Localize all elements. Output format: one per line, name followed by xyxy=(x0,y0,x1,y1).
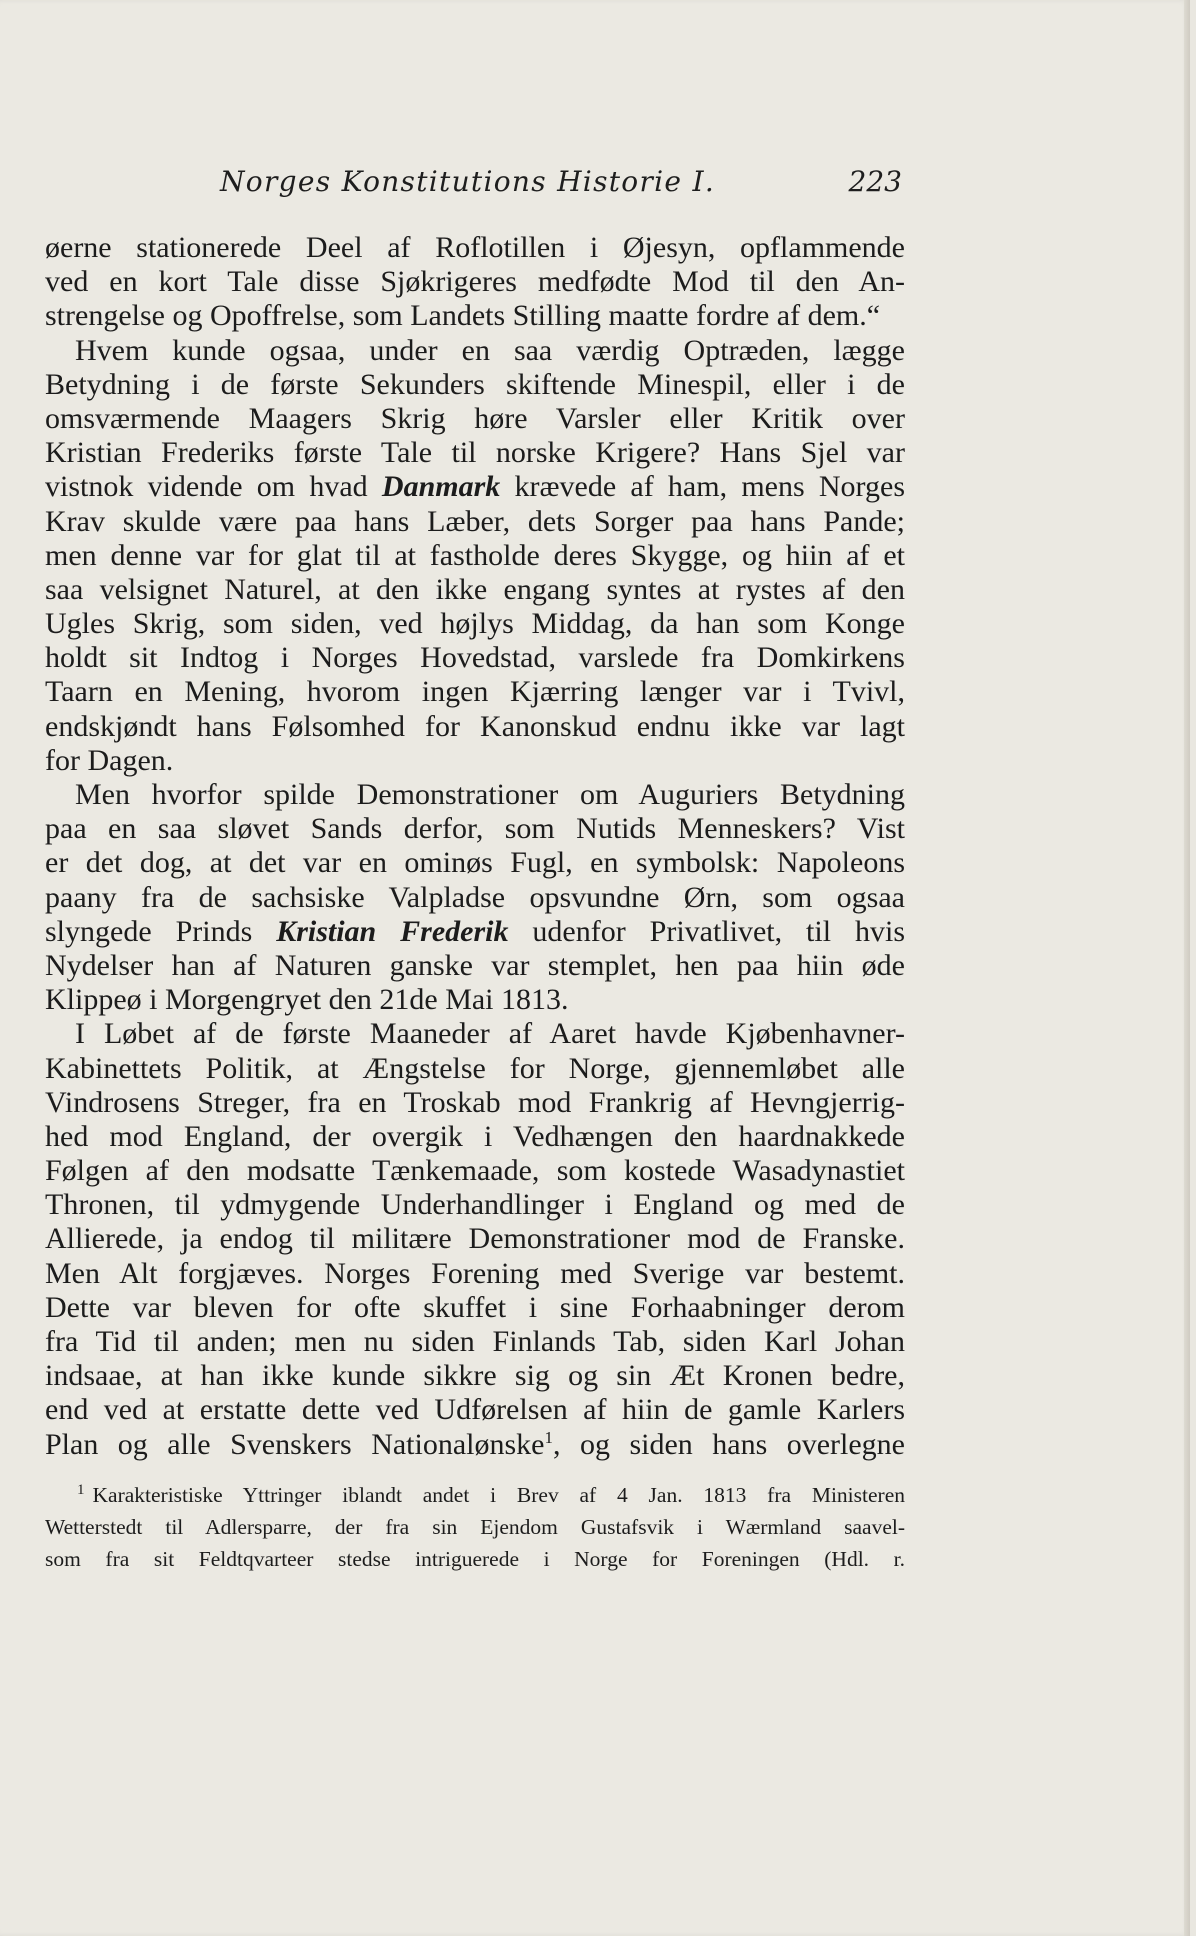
text-run: Men Alt forgjæves. Norges Forening med Sverige var bestemt. xyxy=(45,1256,905,1290)
text-run: , og siden hans overlegne xyxy=(553,1427,905,1461)
text-line xyxy=(45,778,905,812)
text-run: endskjøndt hans Følsomhed for Kanonskud endnu ikke var lagt xyxy=(45,709,905,743)
text-run: strengelse og Opoffrelse, som Landets Stilling maatte fordre af dem.“ xyxy=(45,299,881,333)
emphasized-name: Kristian Frederik xyxy=(276,914,509,948)
text-run: Kristian Frederiks første Tale til norske Krigere? Hans Sjel var xyxy=(45,436,905,470)
footnote-line xyxy=(45,1543,905,1575)
text-line xyxy=(45,1393,905,1427)
text-line xyxy=(45,675,905,709)
text-run: paa en saa sløvet Sands derfor, som Nutids Menneskers? Vist xyxy=(45,812,905,846)
text-line xyxy=(45,641,905,675)
text-run: men denne var for glat til at fastholde deres Skygge, og hiin af et xyxy=(45,538,905,572)
text-line xyxy=(45,1291,905,1325)
text-line xyxy=(45,505,905,539)
text-line xyxy=(45,1359,905,1393)
text-run: indsaae, at han ikke kunde sikkre sig og sin Æt Kronen bedre, xyxy=(45,1359,905,1393)
text-run: Kabinettets Politik, at Ængstelse for Norge, gjennemløbet alle xyxy=(45,1051,905,1085)
text-run: Nydelser han af Naturen ganske var stemplet, hen paa hiin øde xyxy=(45,948,905,982)
text-line xyxy=(45,539,905,573)
text-line xyxy=(45,983,905,1017)
text-line xyxy=(45,812,905,846)
text-line xyxy=(45,436,905,470)
text-run: Allierede, ja endog til militære Demonstrationer mod de Franske. xyxy=(45,1222,905,1256)
footnote-text: Karakteristiske Yttringer iblandt andet i Brev af 4 Jan. 1813 fra Ministeren xyxy=(92,1483,905,1507)
text-run: Taarn en Mening, hvorom ingen Kjærring længer var i Tvivl, xyxy=(45,675,905,709)
text-line xyxy=(45,334,905,368)
text-line xyxy=(45,1222,905,1256)
text-line xyxy=(45,915,905,949)
footnote-text: Wetterstedt til Adlersparre, der fra sin Ejendom Gustafsvik i Wærmland saavel- xyxy=(45,1515,905,1539)
text-line xyxy=(45,949,905,983)
text-run: Krav skulde være paa hans Læber, dets Sorger paa hans Pande; xyxy=(45,504,905,538)
text-run: Vindrosens Streger, fra en Troskab mod Frankrig af Hevngjerrig- xyxy=(45,1085,905,1119)
text-run: er det dog, at det var en ominøs Fugl, en symbolsk: Napoleons xyxy=(45,846,905,880)
text-line xyxy=(45,846,905,880)
text-line xyxy=(45,1154,905,1188)
text-run: Betydning i de første Sekunders skiftende Minespil, eller i de xyxy=(45,367,905,401)
text-run: I Løbet af de første Maaneder af Aaret havde Kjøbenhavner- xyxy=(75,1017,905,1051)
text-run: ved en kort Tale disse Sjøkrigeres medfødte Mod til den An- xyxy=(45,265,905,299)
text-run: Plan og alle Svenskers Nationalønske xyxy=(45,1427,545,1461)
text-run: saa velsignet Naturel, at den ikke engang syntes at rystes af den xyxy=(45,572,905,606)
text-line xyxy=(45,1017,905,1051)
text-run: Følgen af den modsatte Tænkemaade, som kostede Wasadynastiet xyxy=(45,1154,905,1188)
text-line xyxy=(45,607,905,641)
text-run: Dette var bleven for ofte skuffet i sine Forhaabninger derom xyxy=(45,1290,905,1324)
text-line xyxy=(45,1188,905,1222)
running-title: Norges Konstitutions Historie I. xyxy=(220,165,716,198)
text-run: paany fra de sachsiske Valpladse opsvundne Ørn, som ogsaa xyxy=(45,880,905,914)
text-run: end ved at erstatte dette ved Udførelsen af hiin de gamle Karlers xyxy=(45,1393,905,1427)
text-run: slyngede Prinds xyxy=(45,914,277,948)
text-run: vistnok vidende om hvad xyxy=(45,470,382,504)
page-number: 223 xyxy=(848,165,902,198)
running-header xyxy=(220,165,902,205)
text-line xyxy=(45,402,905,436)
footnote-line xyxy=(45,1479,905,1511)
footnote-line xyxy=(45,1511,905,1543)
text-line xyxy=(45,1120,905,1154)
text-line xyxy=(45,299,905,333)
text-line xyxy=(45,744,905,778)
text-line xyxy=(45,1086,905,1120)
text-run: øerne stationerede Deel af Roflotillen i Øjesyn, opflammende xyxy=(45,231,905,264)
footnote-marker: 1 xyxy=(77,1481,85,1498)
text-run: Men hvorfor spilde Demonstrationer om Auguriers Betydning xyxy=(75,778,905,811)
footnote xyxy=(45,1479,905,1575)
text-run: Klippeø i Morgengryet den 21de Mai 1813. xyxy=(45,983,569,1017)
body-text xyxy=(45,231,905,1462)
text-run: hed mod England, der overgik i Vedhængen den haardnakkede xyxy=(45,1119,905,1153)
text-line xyxy=(45,881,905,915)
text-run: udenfor Privatlivet, til hvis xyxy=(508,914,906,948)
text-run: omsværmende Maagers Skrig høre Varsler eller Kritik over xyxy=(45,401,905,435)
text-run: Ugles Skrig, som siden, ved højlys Middag, da han som Konge xyxy=(45,607,905,641)
text-run: Hvem kunde ogsaa, under en saa værdig Optræden, lægge xyxy=(75,333,905,367)
text-line xyxy=(45,368,905,402)
text-line xyxy=(45,710,905,744)
text-run: fra Tid til anden; men nu siden Finlands Tab, siden Karl Johan xyxy=(45,1325,905,1358)
text-line xyxy=(45,470,905,504)
text-run: Thronen, til ydmygende Underhandlinger i England og med de xyxy=(45,1188,905,1222)
text-line xyxy=(45,231,905,265)
text-run: holdt sit Indtog i Norges Hovedstad, varslede fra Domkirkens xyxy=(45,641,905,675)
text-run: for Dagen. xyxy=(45,743,174,777)
text-run: krævede af ham, mens Norges xyxy=(500,470,905,504)
text-line xyxy=(45,1325,905,1359)
page-edge xyxy=(1184,0,1190,1936)
text-line xyxy=(45,1428,905,1462)
footnote-reference: 1 xyxy=(544,1427,553,1447)
text-line xyxy=(45,573,905,607)
text-line xyxy=(45,1257,905,1291)
footnote-text: som fra sit Feldtqvarteer stedse intriguerede i Norge for Foreningen (Hdl. r. xyxy=(45,1547,905,1571)
text-line xyxy=(45,265,905,299)
emphasized-name: Danmark xyxy=(381,470,501,504)
text-line xyxy=(45,1052,905,1086)
